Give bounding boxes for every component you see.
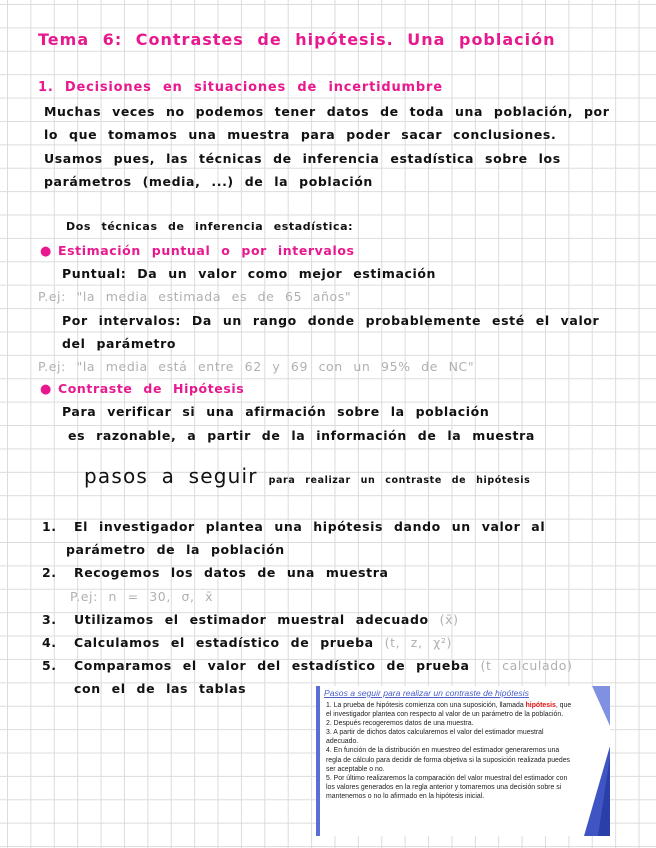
slide-point-1-end: , que el investigador plantea con respecto al valor de un parámetro de la población. bbox=[326, 702, 572, 719]
steps-heading-small: para realizar un contraste de hipótesis bbox=[268, 475, 531, 486]
section-1-line-2: lo que tomamos una muestra para poder sacar conclusiones. bbox=[44, 127, 557, 142]
slide-highlight: hipótesis bbox=[525, 702, 556, 709]
intervalos-definition-1: Por intervalos: Da un rango donde probablemente esté el valor bbox=[62, 313, 600, 328]
section-1-line-1: Muchas veces no podemos tener datos de toda una población, por bbox=[44, 104, 610, 119]
step-3 bbox=[42, 612, 459, 627]
slide-point-5: 5. Por último realizaremos la comparación del valor muestral del estimador con los valores generados en la regla anterior y tomaremos una decisión sobre si mantenemos o no lo afirmado en la hipótesis inicial. bbox=[326, 774, 568, 800]
page-title: Tema 6: Contrastes de hipótesis. Una población bbox=[38, 30, 556, 49]
slide-point-2: 2. Después recogeremos datos de una muestra. bbox=[326, 720, 474, 728]
step-note: (x̄) bbox=[439, 612, 459, 627]
step-number: 4. bbox=[42, 635, 57, 650]
step-2-example: P.ej: n = 30, σ, x̄ bbox=[70, 589, 214, 604]
slide-point-1 bbox=[326, 701, 574, 719]
step-text: El investigador plantea una hipótesis dando un valor al bbox=[74, 519, 546, 534]
contrast-line-2: es razonable, a partir de la información de la muestra bbox=[68, 428, 535, 443]
step-2 bbox=[42, 565, 389, 580]
step-note: (t calculado) bbox=[480, 658, 573, 673]
section-1-heading: 1. Decisiones en situaciones de incertidumbre bbox=[38, 80, 443, 95]
step-text: Recogemos los datos de una muestra bbox=[74, 565, 389, 580]
section-1-line-3: Usamos pues, las técnicas de inferencia estadística sobre los bbox=[44, 151, 561, 166]
step-1 bbox=[42, 519, 545, 534]
step-4 bbox=[42, 635, 452, 650]
step-text: Calculamos el estadístico de prueba bbox=[74, 635, 374, 650]
step-text: Comparamos el valor del estadístico de prueba bbox=[74, 658, 470, 673]
bullet-icon: ● bbox=[40, 382, 52, 397]
slide-point-3: 3. A partir de dichos datos calcularemos el valor del estimador muestral adecuado. bbox=[326, 729, 544, 746]
estimation-heading-text: Estimación puntual o por intervalos bbox=[57, 243, 355, 258]
step-number: 2. bbox=[42, 565, 57, 580]
intervalos-definition-2: del parámetro bbox=[62, 336, 177, 351]
contrast-heading bbox=[40, 381, 244, 397]
step-5-continued: con el de las tablas bbox=[74, 681, 247, 696]
steps-heading bbox=[84, 464, 530, 488]
step-5 bbox=[42, 658, 573, 673]
slide-point-4: 4. En función de la distribución en muestreo del estimador generaremos una regla de cálculo para decidir de forma objetiva si la suposición realizada puedes ser aceptable o no. bbox=[326, 747, 570, 773]
section-1-line-4: parámetros (media, ...) de la población bbox=[44, 174, 373, 189]
step-1-continued: parámetro de la población bbox=[66, 542, 285, 557]
step-number: 3. bbox=[42, 612, 57, 627]
step-number: 5. bbox=[42, 658, 57, 673]
steps-heading-big: pasos a seguir bbox=[84, 464, 258, 488]
pasted-slide bbox=[316, 686, 610, 836]
slide-point-1-start: 1. La prueba de hipótesis comienza con una suposición, llamada bbox=[326, 702, 524, 709]
contrast-line-1: Para verificar si una afirmación sobre la población bbox=[62, 404, 490, 419]
step-text: Utilizamos el estimador muestral adecuado bbox=[74, 612, 429, 627]
contrast-heading-text: Contraste de Hipótesis bbox=[57, 381, 245, 396]
slide-title: Pasos a seguir para realizar un contraste de hipótesis bbox=[324, 688, 529, 698]
slide-left-band bbox=[316, 686, 320, 836]
estimation-heading bbox=[40, 243, 355, 259]
intervalos-example: P.ej: "la media está entre 62 y 69 con un 95% de NC" bbox=[38, 359, 475, 374]
techniques-intro: Dos técnicas de inferencia estadística: bbox=[66, 220, 354, 233]
slide-body bbox=[326, 701, 574, 801]
puntual-example: P.ej: "la media estimada es de 65 años" bbox=[38, 289, 352, 304]
step-number: 1. bbox=[42, 519, 57, 534]
slide-decoration-icon bbox=[570, 686, 610, 836]
bullet-icon: ● bbox=[40, 244, 52, 259]
puntual-definition: Puntual: Da un valor como mejor estimación bbox=[62, 266, 437, 281]
step-note: (t, z, χ²) bbox=[384, 635, 452, 650]
